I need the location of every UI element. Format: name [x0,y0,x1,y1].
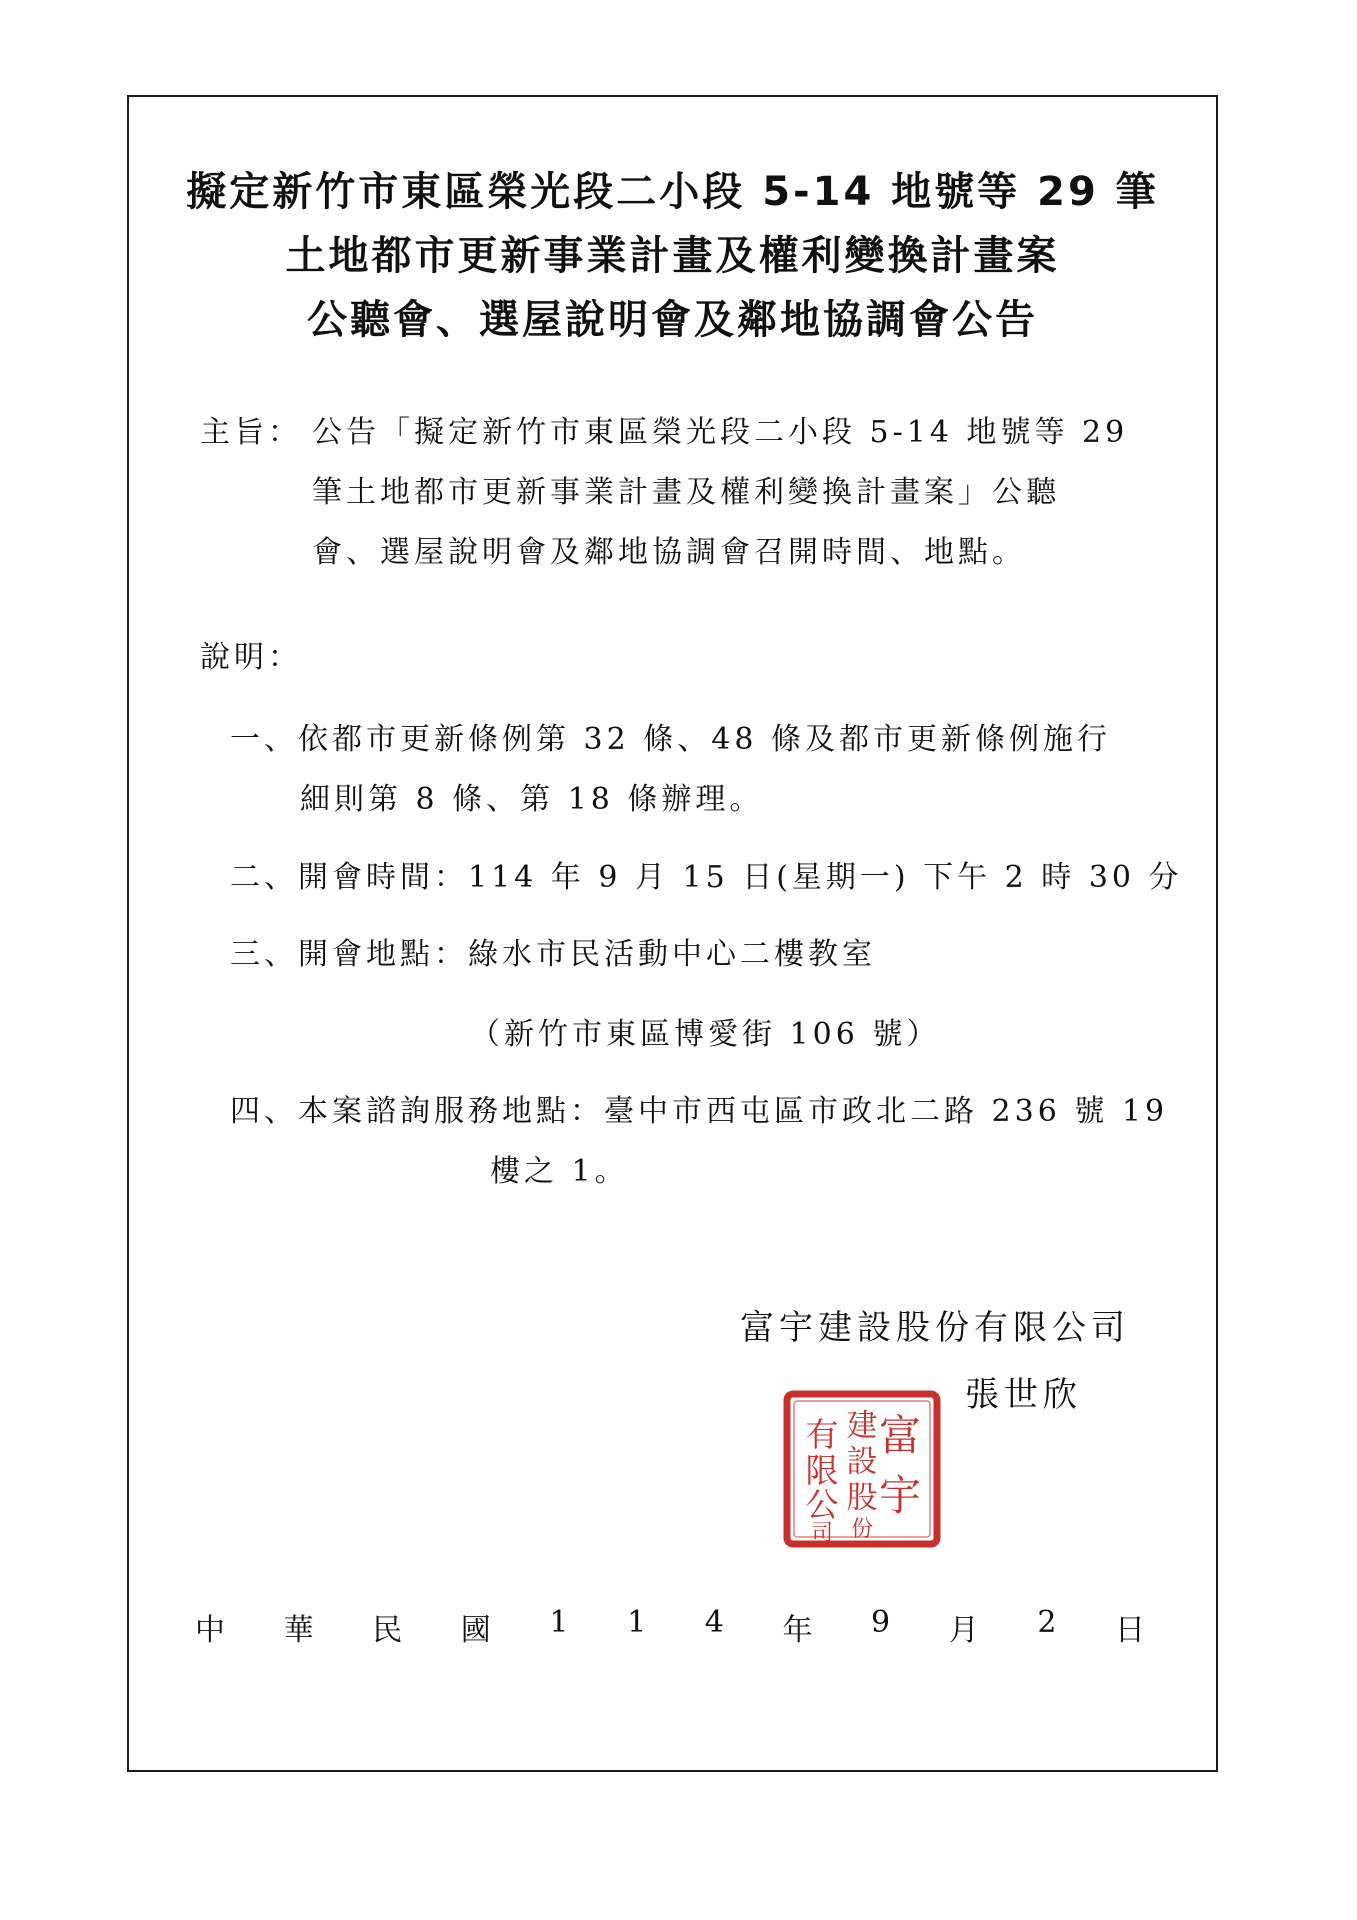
subject-line-2: 筆土地都市更新事業計畫及權利變換計畫案」公聽 [312,475,1060,510]
date-char: 月 [948,1613,979,1648]
title-line-1: 擬定新竹市東區榮光段二小段 5-14 地號等 29 筆 [186,169,1159,215]
item-3-line-2: （新竹市東區博愛街 106 號） [470,1017,941,1052]
company-name: 富宇建設股份有限公司 [740,1308,1130,1348]
svg-text:股: 股 [846,1480,878,1516]
item-1-line-2: 細則第 8 條、第 18 條辦理。 [300,782,764,817]
date-char: 日 [1115,1613,1145,1648]
title-line-2: 土地都市更新事業計畫及權利變換計畫案 [285,233,1060,279]
date-char: 國 [460,1613,491,1648]
date-char: 華 [283,1613,314,1648]
date-char: 年 [782,1613,813,1648]
item-1-line-1: 一、依都市更新條例第 32 條、48 條及都市更新條例施行 [230,722,1111,757]
date-char: 2 [1037,1605,1057,1640]
item-4-line-1: 四、本案諮詢服務地點：臺中市西屯區市政北二路 236 號 19 [230,1094,1169,1129]
date-char: 中 [195,1613,225,1648]
item-3-line-1: 三、開會地點：綠水市民活動中心二樓教室 [230,937,876,972]
subject-label: 主旨： [200,415,302,450]
svg-text:份: 份 [850,1517,874,1542]
date-char: 1 [549,1605,569,1640]
date-char: 民 [372,1613,403,1648]
subject-line-3: 會、選屋說明會及鄰地協調會召開時間、地點。 [312,535,1026,570]
svg-text:有: 有 [805,1415,839,1454]
svg-text:司: 司 [810,1521,834,1546]
title-line-3: 公聽會、選屋說明會及鄰地協調會公告 [307,297,1038,343]
company-seal [783,1390,941,1548]
date-char: 9 [871,1605,891,1640]
representative-name: 張世欣 [965,1375,1082,1415]
date-char: 4 [704,1605,724,1640]
svg-text:富: 富 [878,1411,922,1460]
svg-text:設: 設 [846,1444,878,1480]
item-4-line-2: 樓之 1。 [490,1154,629,1189]
item-2: 二、開會時間：114 年 9 月 15 日(星期一) 下午 2 時 30 分 [230,860,1183,895]
svg-text:建: 建 [846,1408,878,1444]
subject-line-1: 公告「擬定新竹市東區榮光段二小段 5-14 地號等 29 [312,415,1129,450]
svg-text:宇: 宇 [878,1471,922,1520]
description-label: 說明： [200,640,302,675]
notice-title [127,160,1218,352]
svg-text:公: 公 [805,1485,839,1524]
date-char: 1 [627,1605,647,1640]
svg-text:限: 限 [805,1451,839,1490]
issue-date [195,1605,1145,1649]
